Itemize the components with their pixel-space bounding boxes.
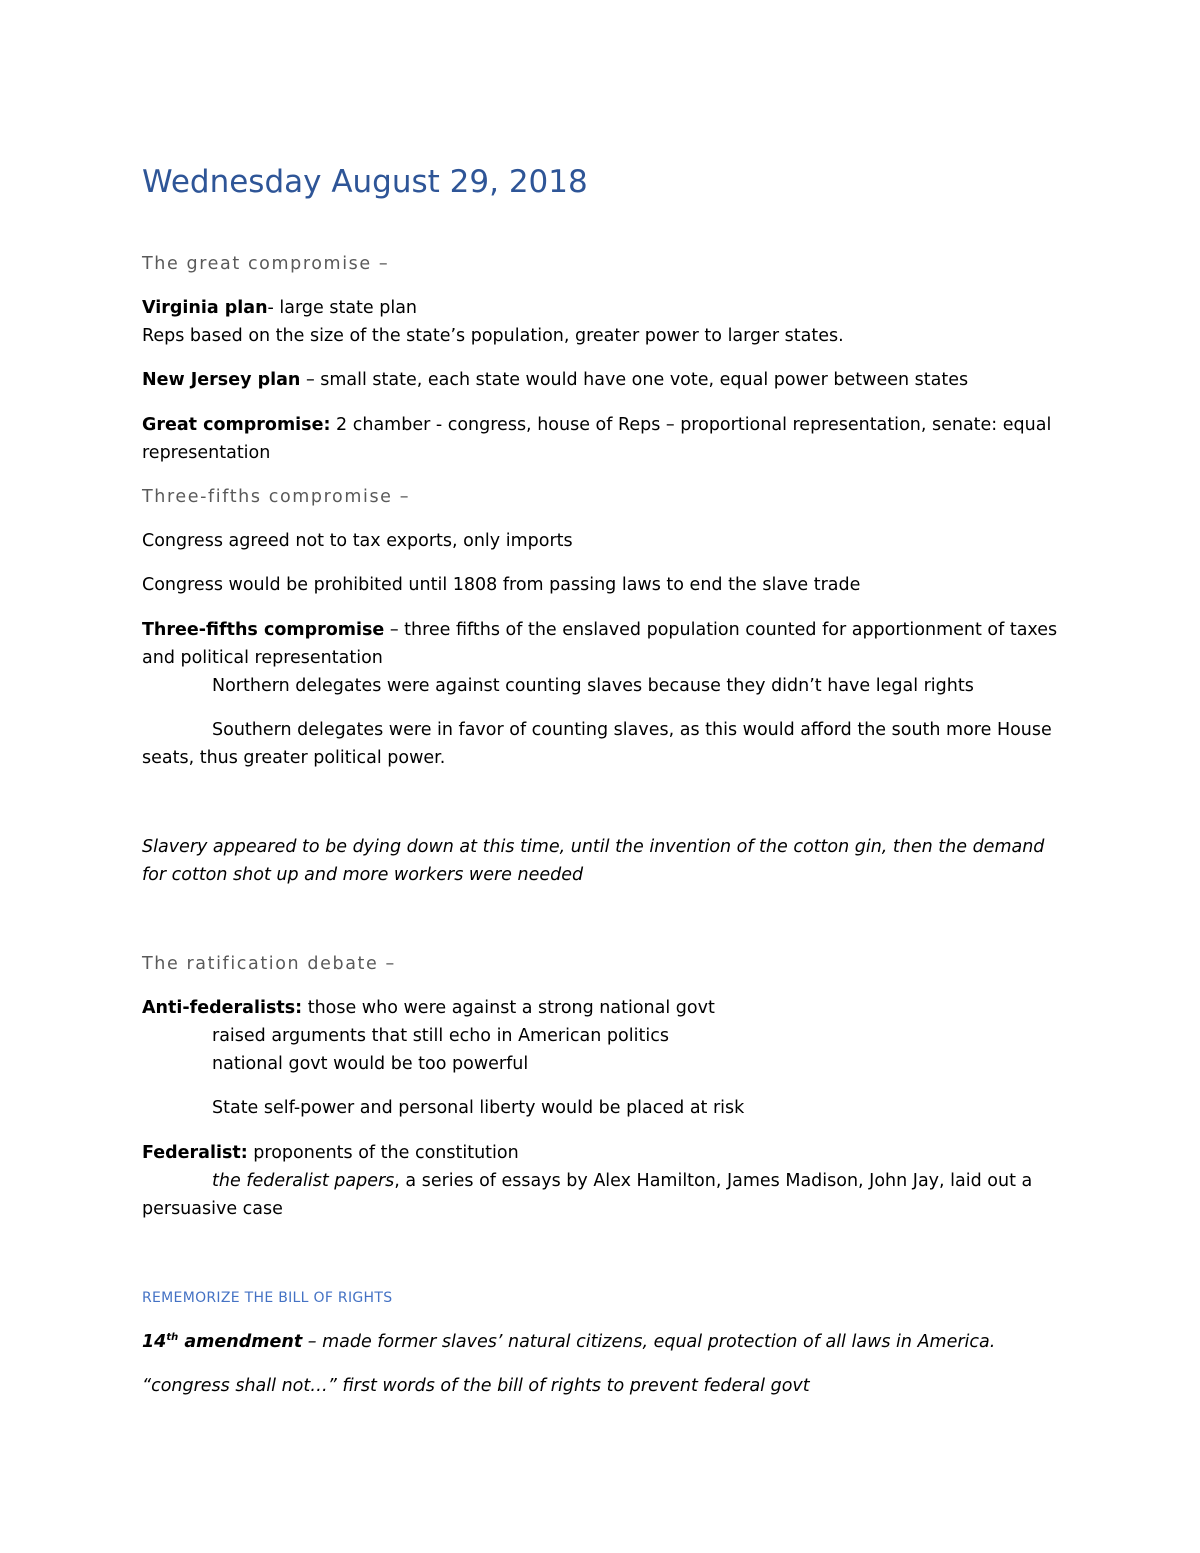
bill-of-rights-heading: REMEMORIZE THE BILL OF RIGHTS — [142, 1290, 393, 1306]
southern-delegates-line-2: seats, thus greater political power. — [142, 748, 446, 768]
state-self-power-line: State self-power and personal liberty would be placed at risk — [212, 1098, 745, 1118]
virginia-plan-text: - large state plan — [267, 298, 418, 318]
section-heading-great-compromise: The great compromise – — [142, 254, 390, 274]
anti-federalists-line — [142, 996, 715, 1020]
three-fifths-line — [142, 618, 1057, 642]
federalist-term: Federalist: — [142, 1143, 248, 1163]
three-fifths-line-2: and political representation — [142, 648, 383, 668]
new-jersey-plan-line — [142, 368, 968, 392]
federalist-papers-line — [212, 1169, 1032, 1193]
federalist-text: proponents of the constitution — [247, 1143, 519, 1163]
exports-line: Congress agreed not to tax exports, only imports — [142, 531, 573, 551]
amendment-ordinal: th — [166, 1332, 179, 1344]
federalist-papers-text: , a series of essays by Alex Hamilton, James Madison, John Jay, laid out a — [394, 1171, 1033, 1191]
great-compromise-line — [142, 413, 1051, 437]
federalist-line — [142, 1141, 519, 1165]
northern-delegates-line: Northern delegates were against counting slaves because they didn’t have legal rights — [212, 676, 974, 696]
new-jersey-plan-term: New Jersey plan — [142, 370, 301, 390]
anti-federalists-term: Anti-federalists: — [142, 998, 303, 1018]
slavery-note-line: Slavery appeared to be dying down at this time, until the invention of the cotton gin, then the demand — [142, 837, 1045, 857]
congress-shall-not-line: “congress shall not…” first words of the bill of rights to prevent federal govt — [142, 1376, 810, 1396]
section-heading-ratification: The ratification debate – — [142, 954, 396, 974]
national-govt-line: national govt would be too powerful — [212, 1054, 529, 1074]
virginia-plan-line — [142, 296, 417, 320]
slavery-note-line-2: for cotton shot up and more workers were needed — [142, 865, 584, 885]
great-compromise-text: 2 chamber - congress, house of Reps – proportional representation, senate: equal — [330, 415, 1052, 435]
prohibited-line: Congress would be prohibited until 1808 from passing laws to end the slave trade — [142, 575, 861, 595]
section-heading-three-fifths: Three-fifths compromise – — [142, 487, 411, 507]
three-fifths-term: Three-fifths compromise — [142, 620, 385, 640]
three-fifths-text: – three fifths of the enslaved population counted for apportionment of taxes — [384, 620, 1058, 640]
amendment-number: 14 — [142, 1332, 167, 1352]
anti-federalists-text: those who were against a strong national govt — [302, 998, 715, 1018]
amendment-text: – made former slaves’ natural citizens, equal protection of all laws in America. — [302, 1332, 996, 1352]
reps-line: Reps based on the size of the state’s population, greater power to larger states. — [142, 326, 844, 346]
southern-delegates-line: Southern delegates were in favor of counting slaves, as this would afford the south more House — [212, 720, 1052, 740]
great-compromise-term: Great compromise: — [142, 415, 331, 435]
raised-arguments-line: raised arguments that still echo in American politics — [212, 1026, 669, 1046]
new-jersey-plan-text: – small state, each state would have one vote, equal power between states — [300, 370, 969, 390]
federalist-papers-title: the federalist papers — [212, 1171, 395, 1191]
virginia-plan-term: Virginia plan — [142, 298, 268, 318]
fourteenth-amendment-line — [142, 1330, 995, 1354]
great-compromise-line-2: representation — [142, 443, 271, 463]
federalist-papers-line-2: persuasive case — [142, 1199, 283, 1219]
page-title: Wednesday August 29, 2018 — [142, 164, 588, 200]
amendment-term: amendment — [178, 1332, 303, 1352]
